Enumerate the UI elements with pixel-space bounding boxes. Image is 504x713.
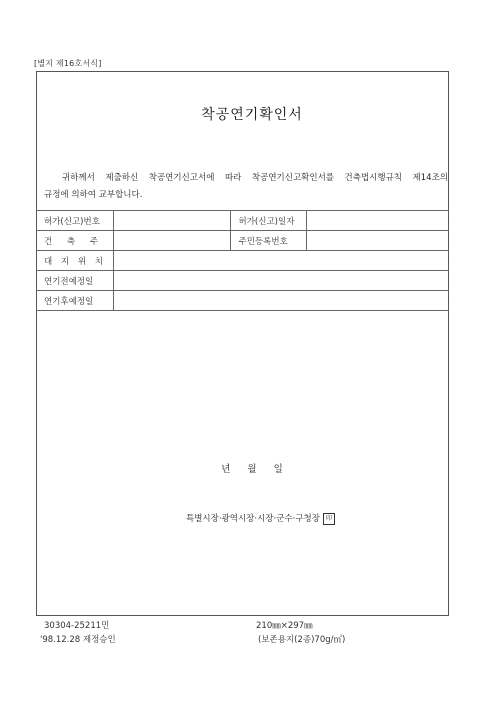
seal-icon: 印 <box>323 513 335 525</box>
certificate-frame <box>36 71 449 616</box>
permit-date-field[interactable] <box>306 211 449 231</box>
issuer-line <box>186 512 335 525</box>
before-date-label: 연기전예정일 <box>36 271 113 291</box>
site-location-field[interactable] <box>113 251 449 271</box>
issue-date-line: 년 월 일 <box>221 464 283 475</box>
owner-label: 건 축 주 <box>36 231 113 251</box>
permit-number-label: 허가(신고)번호 <box>36 211 113 231</box>
form-number-label: [별지 제16호서식] <box>34 59 102 68</box>
permit-date-label: 허가(신고)일자 <box>230 211 306 231</box>
issuer-title: 특별시장·광역시장·시장·군수·구청장 <box>186 514 320 524</box>
after-date-field[interactable] <box>113 291 449 311</box>
paper-type: (보존용지(2종)70g/㎡) <box>258 635 346 645</box>
table-row <box>36 211 449 231</box>
paper-size: 210㎜×297㎜ <box>256 621 313 631</box>
owner-field[interactable] <box>113 231 230 251</box>
before-date-field[interactable] <box>113 271 449 291</box>
document-title: 착공연기확인서 <box>201 107 303 123</box>
table-row <box>36 231 449 251</box>
permit-number-field[interactable] <box>113 211 230 231</box>
form-code: 30304-25211민 <box>44 621 110 631</box>
approval-note: '98.12.28 제정승인 <box>40 635 116 645</box>
resident-number-label: 주민등록번호 <box>230 231 306 251</box>
resident-number-field[interactable] <box>306 231 449 251</box>
site-location-label: 대 지 위 치 <box>36 251 113 271</box>
info-table <box>36 210 449 311</box>
table-row <box>36 291 449 311</box>
intro-text-line-1: 귀하께서 제출하신 착공연기신고서에 따라 착공연기신고확인서를 건축법시행규칙 제14조의 <box>62 173 448 183</box>
after-date-label: 연기후예정일 <box>36 291 113 311</box>
table-row <box>36 251 449 271</box>
intro-text-line-2: 규정에 의하여 교부합니다. <box>44 190 143 200</box>
table-row <box>36 271 449 291</box>
